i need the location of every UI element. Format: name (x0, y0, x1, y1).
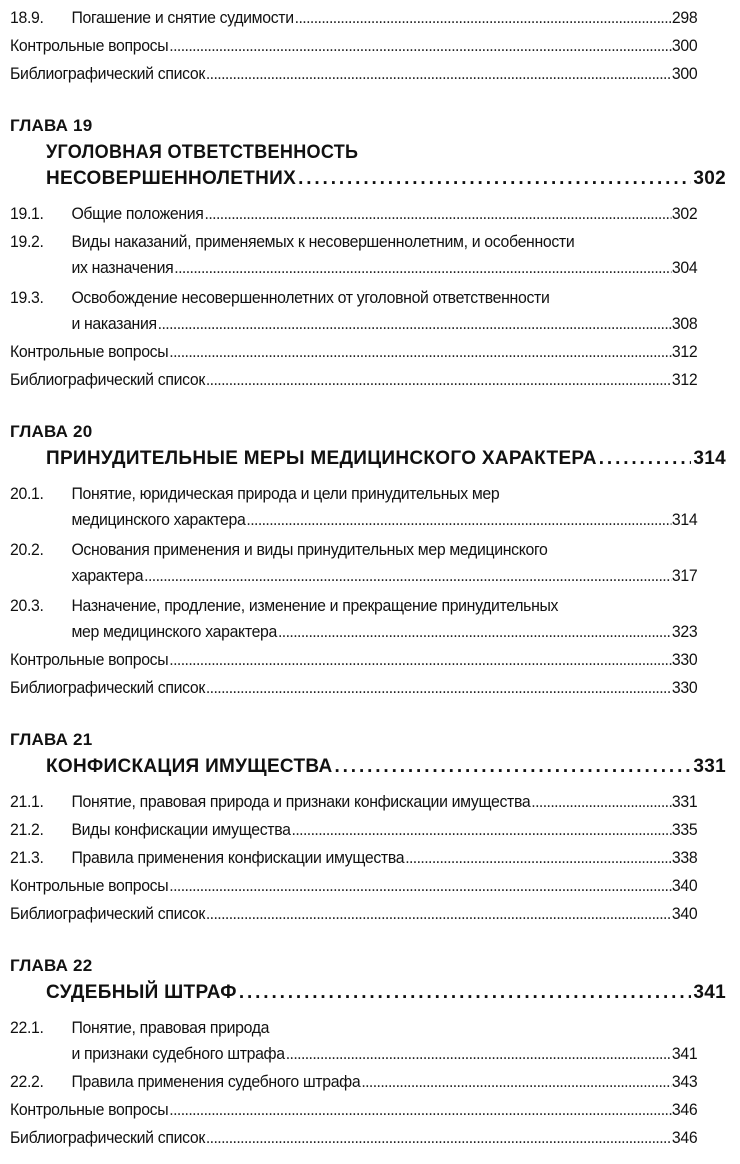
entry-title-line1: Понятие, правовая природа (71, 1019, 270, 1037)
toc-entry-19-2-line1[interactable] (10, 226, 697, 252)
leader-dots (206, 678, 671, 698)
toc-entry-22-2[interactable] (10, 1066, 697, 1092)
leader-dots (206, 1128, 671, 1148)
toc-entry-20-3-line1[interactable] (10, 590, 697, 616)
leader-dots (405, 848, 671, 868)
entry-page: 312 (671, 343, 698, 361)
entry-number: 20.2. (10, 541, 44, 559)
entry-page: 298 (671, 9, 698, 27)
entry-page: 330 (671, 679, 698, 697)
entry-title: Контрольные вопросы (10, 877, 169, 895)
entry-title-line1: Освобождение несовершеннолетних от уголовной ответственности (71, 289, 550, 307)
entry-number: 20.3. (10, 597, 44, 615)
toc-entry-bibliography[interactable] (10, 1122, 697, 1148)
toc-entry-19-2[interactable] (10, 252, 697, 278)
entry-page: 308 (671, 315, 698, 333)
entry-page: 331 (671, 793, 698, 811)
entry-title-line1: Виды наказаний, применяемых к несовершеннолетним, и особенности (71, 233, 575, 251)
toc-entry-control-questions[interactable] (10, 1094, 697, 1120)
entry-title: медицинского характера (71, 511, 246, 529)
toc-entry-20-1[interactable] (10, 504, 697, 530)
entry-number: 20.1. (10, 485, 44, 503)
entry-page: 346 (671, 1101, 698, 1119)
leader-dots (205, 204, 671, 224)
entry-title: Контрольные вопросы (10, 1101, 169, 1119)
leader-dots (158, 314, 671, 334)
chapter-title: НЕСОВЕРШЕННОЛЕТНИХ (46, 168, 297, 189)
entry-title: Погашение и снятие судимости (71, 9, 294, 27)
leader-dots (169, 36, 671, 56)
leader-dots (292, 820, 671, 840)
leader-dots (361, 1072, 671, 1092)
toc-entry-20-3[interactable] (10, 616, 697, 642)
toc-entry-22-1[interactable] (10, 1038, 697, 1064)
toc-entry-20-2-line1[interactable] (10, 534, 697, 560)
entry-title: Библиографический список (10, 679, 205, 697)
chapter-page: 302 (693, 168, 726, 189)
entry-title: Общие положения (71, 205, 204, 223)
entry-number: 22.2. (10, 1073, 44, 1091)
leader-dots (206, 64, 671, 84)
entry-title: Виды конфискации имущества (71, 821, 291, 839)
toc-entry-21-3[interactable] (10, 842, 697, 868)
entry-title: их назначения (71, 259, 174, 277)
leader-dots (206, 370, 671, 390)
toc-entry-control-questions[interactable] (10, 30, 697, 56)
chapter-page: 314 (693, 448, 726, 469)
leader-dots (239, 982, 692, 1004)
entry-page: 323 (671, 623, 698, 641)
entry-number: 21.3. (10, 849, 44, 867)
leader-dots (334, 756, 691, 778)
toc-entry-bibliography[interactable] (10, 898, 697, 924)
leader-dots (169, 650, 671, 670)
leader-dots (298, 168, 691, 190)
leader-dots (599, 448, 692, 470)
entry-page: 314 (671, 511, 698, 529)
entry-title: и признаки судебного штрафа (71, 1045, 285, 1063)
chapter-21-label: ГЛАВА 21 (10, 730, 93, 749)
toc-entry-19-3-line1[interactable] (10, 282, 697, 308)
entry-title: Контрольные вопросы (10, 37, 169, 55)
toc-entry-bibliography[interactable] (10, 364, 697, 390)
entry-page: 343 (671, 1073, 698, 1091)
entry-number: 19.1. (10, 205, 44, 223)
chapter-title: СУДЕБНЫЙ ШТРАФ (46, 982, 237, 1003)
entry-page: 340 (671, 905, 698, 923)
chapter-title: ПРИНУДИТЕЛЬНЫЕ МЕРЫ МЕДИЦИНСКОГО ХАРАКТЕРА (46, 448, 597, 469)
entry-page: 312 (671, 371, 698, 389)
toc-entry-control-questions[interactable] (10, 870, 697, 896)
entry-page: 302 (671, 205, 698, 223)
toc-entry-22-1-line1[interactable] (10, 1012, 697, 1038)
leader-dots (174, 258, 671, 278)
entry-number: 21.1. (10, 793, 44, 811)
chapter-20-label: ГЛАВА 20 (10, 422, 93, 441)
leader-dots (206, 904, 671, 924)
chapter-page: 331 (693, 756, 726, 777)
toc-entry-bibliography[interactable] (10, 58, 697, 84)
entry-title: Понятие, правовая природа и признаки конфискации имущества (71, 793, 531, 811)
entry-number: 19.3. (10, 289, 44, 307)
leader-dots (286, 1044, 671, 1064)
entry-page: 335 (671, 821, 698, 839)
chapter-21-title[interactable] (46, 752, 726, 778)
entry-title: Библиографический список (10, 371, 205, 389)
entry-title: Библиографический список (10, 1129, 205, 1147)
leader-dots (169, 876, 671, 896)
leader-dots (169, 342, 671, 362)
chapter-22-title[interactable] (46, 978, 726, 1004)
chapter-22-label: ГЛАВА 22 (10, 956, 93, 975)
entry-title: мер медицинского характера (71, 623, 277, 641)
leader-dots (531, 792, 671, 812)
entry-page: 338 (671, 849, 698, 867)
entry-page: 341 (671, 1045, 698, 1063)
entry-title-line1: Назначение, продление, изменение и прекращение принудительных (71, 597, 559, 615)
entry-number: 22.1. (10, 1019, 44, 1037)
chapter-page: 341 (693, 982, 726, 1003)
entry-title-line1: Основания применения и виды принудительных мер медицинского (71, 541, 548, 559)
entry-page: 317 (671, 567, 698, 585)
toc-entry-control-questions[interactable] (10, 644, 697, 670)
leader-dots (278, 622, 671, 642)
entry-number: 18.9. (10, 9, 44, 27)
toc-entry-20-1-line1[interactable] (10, 478, 697, 504)
toc-entry-bibliography[interactable] (10, 672, 697, 698)
entry-title: и наказания (71, 315, 157, 333)
entry-page: 346 (671, 1129, 698, 1147)
toc-entry-19-3[interactable] (10, 308, 697, 334)
entry-title: Правила применения судебного штрафа (71, 1073, 361, 1091)
toc-entry-20-2[interactable] (10, 560, 697, 586)
toc-entry-19-1[interactable] (10, 198, 697, 224)
entry-page: 300 (671, 65, 698, 83)
toc-entry-21-1[interactable] (10, 786, 697, 812)
entry-title: Контрольные вопросы (10, 343, 169, 361)
chapter-19-title[interactable] (46, 164, 726, 190)
toc-entry-18-9[interactable] (10, 2, 697, 28)
entry-title: характера (71, 567, 144, 585)
entry-page: 340 (671, 877, 698, 895)
chapter-19-title-line1: УГОЛОВНАЯ ОТВЕТСТВЕННОСТЬ (46, 142, 359, 163)
leader-dots (169, 1100, 671, 1120)
entry-number: 21.2. (10, 821, 44, 839)
leader-dots (246, 510, 671, 530)
entry-title: Библиографический список (10, 65, 205, 83)
toc-entry-21-2[interactable] (10, 814, 697, 840)
entry-page: 300 (671, 37, 698, 55)
toc-entry-control-questions[interactable] (10, 336, 697, 362)
leader-dots (295, 8, 671, 28)
entry-number: 19.2. (10, 233, 44, 251)
entry-title-line1: Понятие, юридическая природа и цели принудительных мер (71, 485, 500, 503)
chapter-title: КОНФИСКАЦИЯ ИМУЩЕСТВА (46, 756, 333, 777)
leader-dots (144, 566, 671, 586)
chapter-19-label: ГЛАВА 19 (10, 116, 93, 135)
entry-title: Контрольные вопросы (10, 651, 169, 669)
chapter-20-title[interactable] (46, 444, 726, 470)
entry-title: Библиографический список (10, 905, 205, 923)
entry-title: Правила применения конфискации имущества (71, 849, 405, 867)
entry-page: 304 (671, 259, 698, 277)
entry-page: 330 (671, 651, 698, 669)
